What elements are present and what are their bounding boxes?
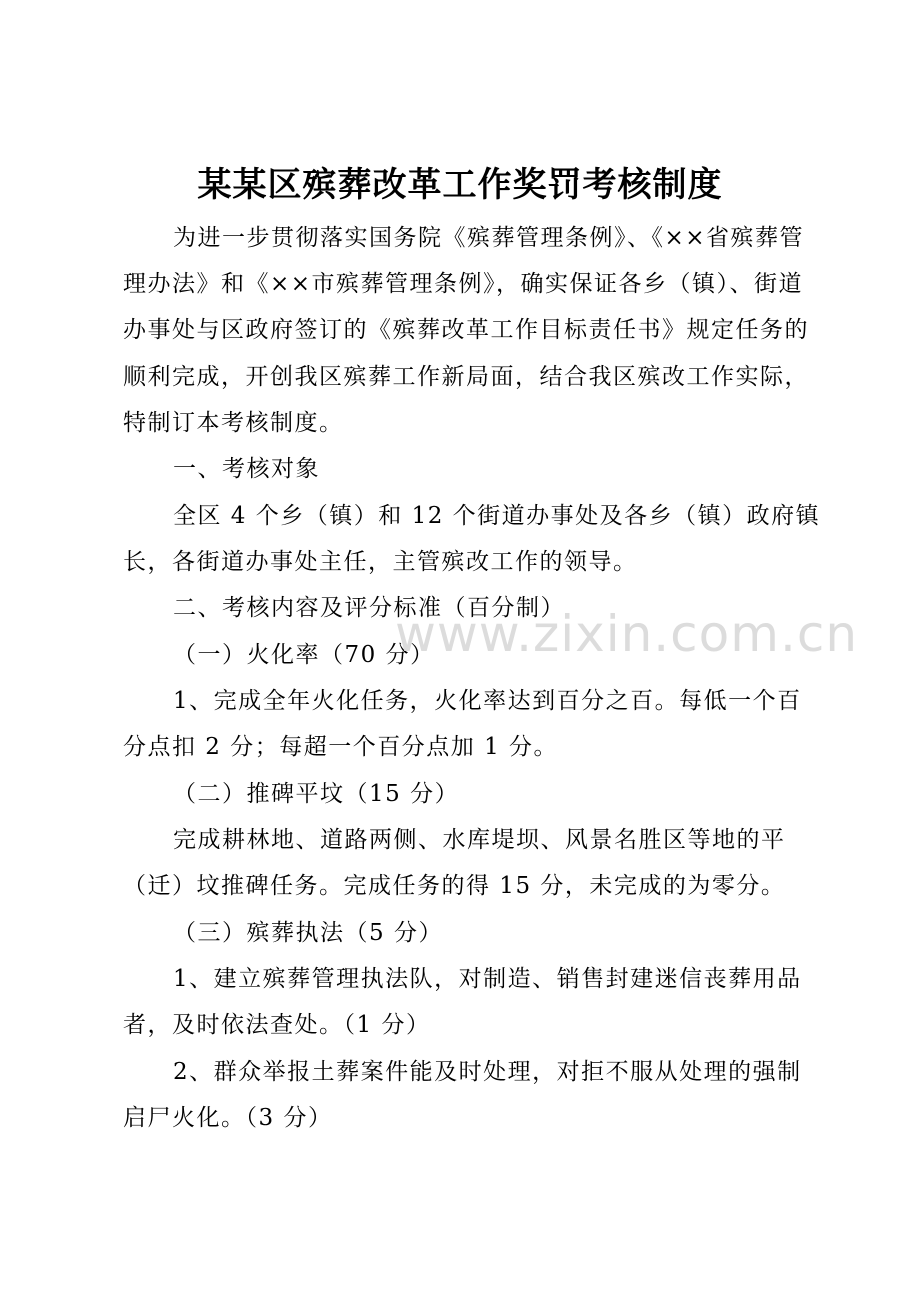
document-title: 某某区殡葬改革工作奖罚考核制度 — [197, 165, 723, 205]
paragraph-line: 特制订本考核制度。 — [123, 410, 344, 436]
paragraph-line: 顺利完成，开创我区殡葬工作新局面，结合我区殡改工作实际， — [123, 364, 809, 390]
section-heading: 二、考核内容及评分标准（百分制） — [173, 595, 565, 621]
watermark: www.zixin.com.cn — [395, 605, 859, 663]
paragraph-line: 为进一步贯彻落实国务院《殡葬管理条例》、《××省殡葬管 — [173, 225, 805, 251]
paragraph-line: 1、完成全年火化任务，火化率达到百分之百。每低一个百 — [173, 688, 802, 714]
paragraph-line: 2、群众举报土葬案件能及时处理，对拒不服从处理的强制 — [173, 1059, 802, 1085]
paragraph-line: 长，各街道办事处主任，主管殡改工作的领导。 — [123, 549, 638, 575]
paragraph-line: 办事处与区政府签订的《殡葬改革工作目标责任书》规定任务的 — [123, 317, 809, 343]
paragraph-line: 1、建立殡葬管理执法队，对制造、销售封建迷信丧葬用品 — [173, 966, 802, 992]
paragraph-line: 者，及时依法查处。（1 分） — [123, 1012, 431, 1038]
paragraph-line: 分点扣 2 分；每超一个百分点加 1 分。 — [123, 734, 559, 760]
paragraph-line: 启尸火化。（3 分） — [123, 1105, 333, 1131]
paragraph-line: 全区 4 个乡（镇）和 12 个街道办事处及各乡（镇）政府镇 — [173, 503, 821, 529]
paragraph-line: 理办法》和《××市殡葬管理条例》，确实保证各乡（镇）、街道 — [123, 271, 804, 297]
subsection-heading: （一）火化率（70 分） — [173, 642, 435, 668]
subsection-heading: （三）殡葬执法（5 分） — [173, 920, 443, 946]
paragraph-line: 完成耕林地、道路两侧、水库堤坝、风景名胜区等地的平 — [173, 827, 786, 853]
subsection-heading: （二）推碑平坟（15 分） — [173, 781, 460, 807]
section-heading: 一、考核对象 — [173, 456, 320, 482]
paragraph-line: （迁）坟推碑任务。完成任务的得 15 分，未完成的为零分。 — [123, 873, 786, 899]
